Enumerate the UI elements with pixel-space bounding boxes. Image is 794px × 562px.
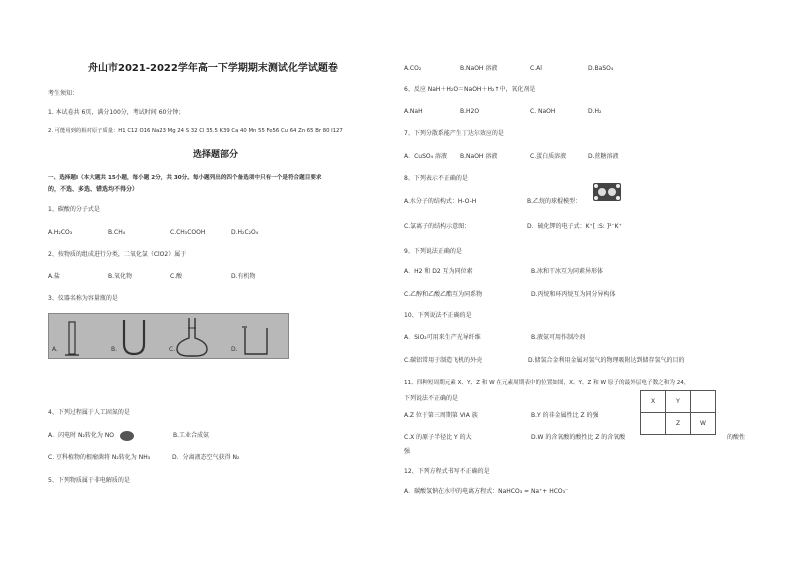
grid-cell	[691, 391, 716, 413]
q9-option-c: C.乙醇和乙酸乙酯互为同系物	[404, 291, 483, 298]
q3-stem: 3、仪器名称为容量瓶的是	[48, 295, 118, 302]
q5-option-b: B.NaOH 溶液	[460, 65, 498, 72]
q11-option-a: A.Z 位于第三周期第 VIA 族	[404, 412, 478, 419]
q1-stem: 1、碳酸的分子式是	[48, 206, 100, 213]
q3-label-b: B.	[111, 346, 118, 353]
q11-stem-line2: 下列说法不正确的是	[404, 395, 459, 402]
q2-option-b: B.氧化物	[108, 273, 133, 280]
q4-option-a: A．闪电时 N₂转化为 NO	[48, 432, 115, 439]
q4-stem: 4、下列过程属于人工固氮的是	[48, 409, 130, 416]
q5-stem: 5、下列物质属于非电解质的是	[48, 477, 130, 484]
q9-option-a: A．H2 和 D2 互为同位素	[404, 268, 473, 275]
q7-stem: 7、下列分散系能产生丁达尔效应的是	[404, 130, 504, 137]
q5-option-a: A.CO₂	[404, 65, 422, 72]
grid-cell	[641, 413, 666, 435]
q6-option-b: B.H2O	[460, 108, 480, 115]
q10-option-a: A．SiO₂可用来生产光导纤维	[404, 334, 481, 341]
q1-option-a: A.H₂CO₃	[48, 229, 73, 236]
q3-label-d: D.	[231, 346, 238, 353]
q11-option-d: D.W 的含氧酸的酸性比 Z 的含氧酸	[531, 434, 626, 441]
notice-item-2: 2. 可能用到的相对原子质量：H1 C12 O16 Na23 Mg 24 S 32 Cl 35.5 K39 Ca 40 Mn 55 Fe56 Cu 64 Zn 65 Br 80 I127	[48, 128, 343, 134]
q7-option-a: A．CuSO₄ 溶液	[404, 153, 447, 160]
grid-cell: Y	[666, 391, 691, 413]
lightning-picture-icon	[120, 431, 134, 441]
q8-option-c: C.氯离子的结构示意图：	[404, 223, 471, 230]
q11-stem-line1: 11、四种短周期元素 X、Y、Z 和 W 在元素周期表中的位置如图，X、Y、Z 和 W 原子的最外层电子数之和为 24，	[404, 380, 690, 386]
q2-option-c: C.酸	[170, 273, 183, 280]
q6-option-d: D.H₂	[588, 108, 602, 115]
u-tube-icon	[124, 320, 144, 354]
q7-option-b: B.NaOH 溶液	[460, 153, 498, 160]
beaker-icon	[245, 328, 267, 354]
q2-stem: 2、按物质的组成进行分类，二氧化氯（ClO2）属于	[48, 251, 187, 258]
q6-option-a: A.NaH	[404, 108, 423, 115]
notice-heading: 考生须知：	[48, 90, 79, 97]
q11-option-c: C.X 的原子半径比 Y 的大	[404, 434, 472, 441]
q5-option-d: D.BaSO₄	[588, 65, 614, 72]
grid-cell: W	[691, 413, 716, 435]
graduated-cylinder-icon	[69, 322, 75, 354]
grid-cell: Z	[666, 413, 691, 435]
periodic-table-grid	[640, 390, 716, 435]
q2-option-a: A.盐	[48, 273, 60, 280]
q11-option-d-tail: 的酸性	[727, 434, 746, 441]
q4-option-c: C. 豆科植物的根瘤菌将 N₂转化为 NH₃	[48, 454, 151, 461]
volumetric-flask-icon	[177, 318, 207, 356]
q8-option-b: B.乙烷的球棍模型：	[527, 198, 582, 205]
q6-stem: 6、反应 NaH＋H₂O＝NaOH＋H₂↑中，氧化剂是	[404, 86, 536, 93]
q10-option-b: B.液氨可用作制冷剂	[531, 334, 586, 341]
q11-option-b: B.Y 的非金属性比 Z 的强	[531, 412, 599, 419]
q10-option-c: C.碳铝常用于制造飞机的外壳	[404, 357, 483, 364]
q12-option-a: A．碳酸氢钠在水中的电离方程式：NaHCO₃ = Na⁺+ HCO₃⁻	[404, 488, 569, 495]
part1-instructions-line2: 的，不选、多选、错选均不得分）	[48, 186, 139, 193]
q1-option-b: B.CH₄	[108, 229, 126, 236]
grid-cell: X	[641, 391, 666, 413]
section-title: 选择题部分	[193, 150, 239, 160]
q7-option-c: C.蛋白质溶液	[530, 153, 567, 160]
q4-option-b: B.工业合成氨	[173, 432, 210, 439]
q9-option-d: D.丙烷和环丙烷互为同分异构体	[531, 291, 616, 298]
q8-stem: 8、下列表示不正确的是	[404, 175, 468, 182]
q7-option-d: D.蔗糖溶液	[588, 153, 619, 160]
q1-option-c: C.CH₃COOH	[170, 229, 206, 236]
ethane-ball-stick-model-icon	[593, 183, 621, 201]
q3-apparatus-image	[48, 313, 289, 359]
q12-stem: 12、下列方程式书写不正确的是	[404, 468, 490, 475]
q9-option-b: B.冰和干冰互为同素异形体	[531, 268, 604, 275]
q2-option-d: D.有机物	[231, 273, 256, 280]
q10-stem: 10、下列说法不正确的是	[404, 312, 472, 319]
q4-option-d: D．分离液态空气获得 N₂	[172, 454, 240, 461]
page-title: 舟山市2021-2022学年高一下学期期末测试化学试题卷	[88, 63, 338, 74]
q5-option-c: C.Al	[530, 65, 542, 72]
notice-item-1: 1. 本试卷共 6页，满分100分，考试时间 60分钟；	[48, 109, 185, 116]
q8-option-a: A.水分子的结构式：H-O-H	[404, 198, 477, 205]
part1-instructions-line1: 一、选择题Ⅰ（本大题共 15小题，每小题 2分，共 30分。每小题列出的四个备选项中只有一个是符合题目要求	[48, 175, 322, 181]
q1-option-d: D.H₂C₂O₄	[231, 229, 259, 236]
q3-label-c: C.	[169, 346, 176, 353]
q10-option-d: D.储氢合金利用金属对氢气的物理吸附达到储存氢气的目的	[528, 357, 685, 364]
q11-option-d-tail2: 强	[404, 448, 411, 455]
q8-option-d: D．硫化钾的电子式：K⁺[ :S: ]²⁻K⁺	[527, 223, 622, 230]
q3-label-a: A.	[52, 346, 58, 353]
q6-option-c: C. NaOH	[530, 108, 556, 115]
q9-stem: 9、下列说法正确的是	[404, 248, 462, 255]
